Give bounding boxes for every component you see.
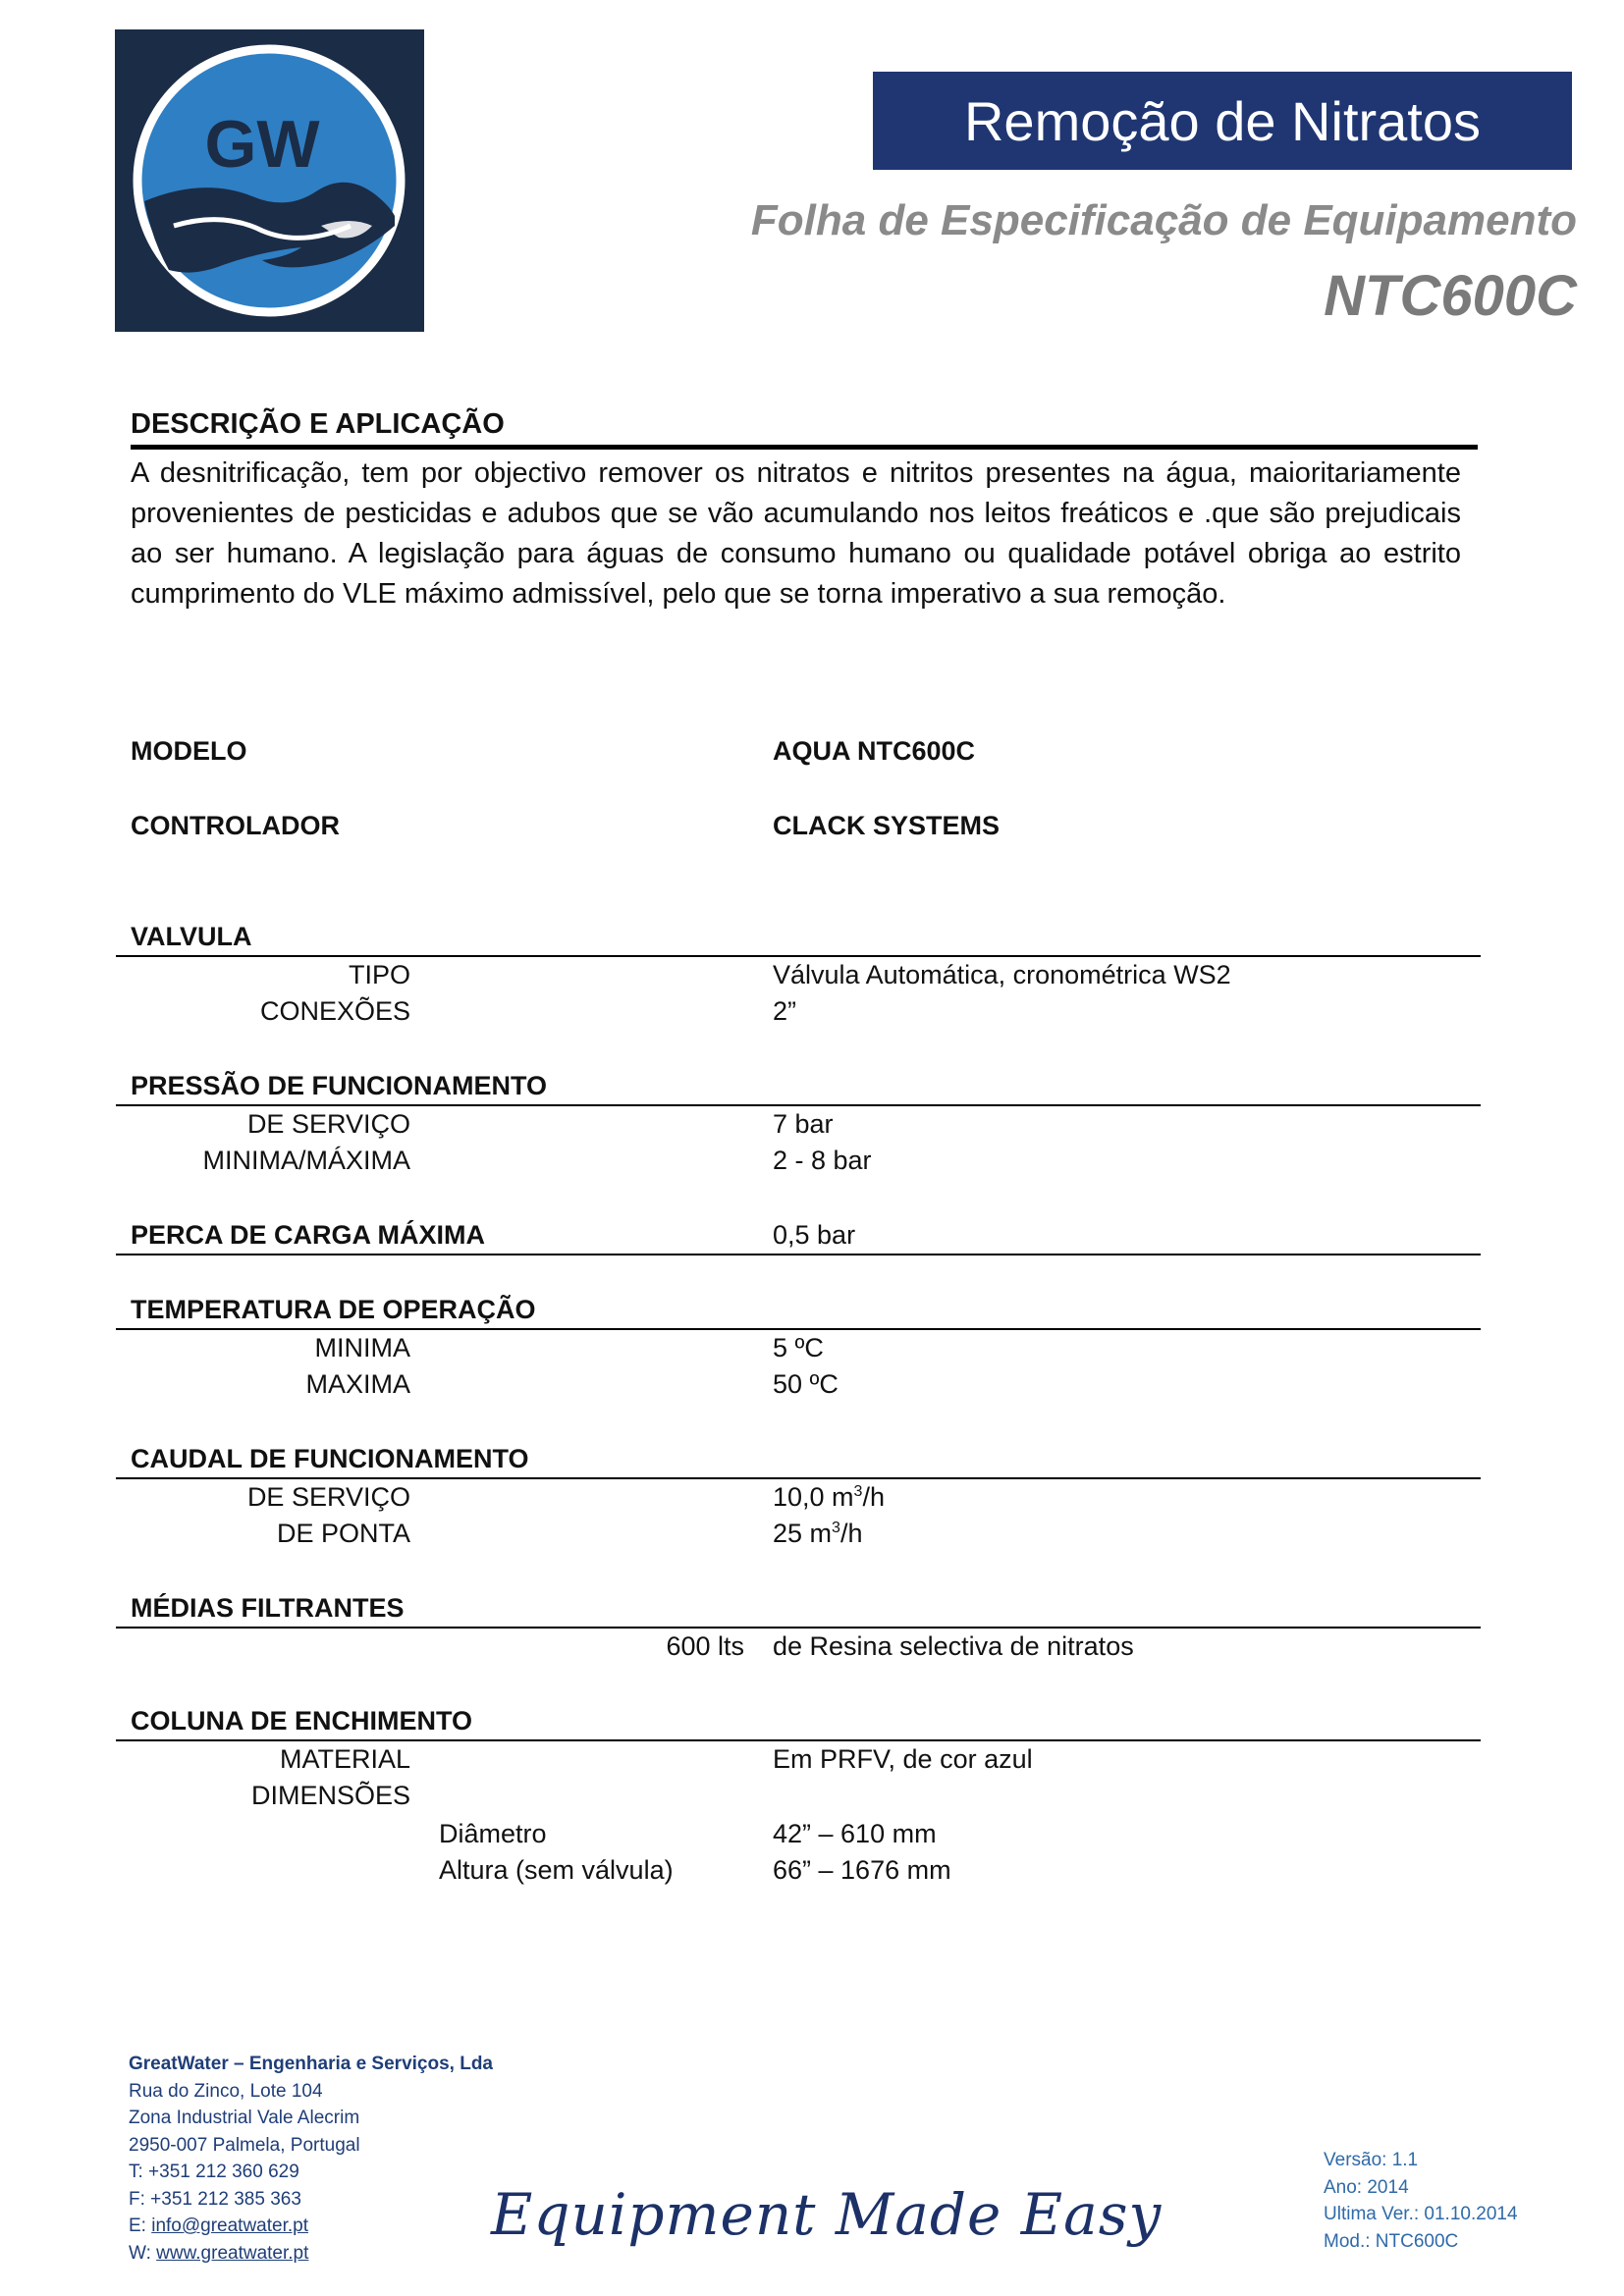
caudal-servico-label: DE SERVIÇO [246,1482,410,1512]
version-info [1324,2147,1518,2255]
document-title-text: Remoção de Nitratos [963,89,1481,152]
caudal-divider [116,1477,1481,1479]
address-line: Zona Industrial Vale Alecrim [129,2108,360,2128]
tipo-label: TIPO [348,960,410,989]
phone-number: T: +351 212 360 629 [129,2162,299,2182]
temperatura-divider [116,1328,1481,1330]
altura-label: Altura (sem válvula) [439,1855,674,1885]
perca-heading: PERCA DE CARGA MÁXIMA [131,1220,486,1250]
company-info [129,2051,493,2267]
pressao-servico-value: 7 bar [773,1109,834,1139]
medias-heading: MÉDIAS FILTRANTES [131,1593,405,1623]
address-line: Rua do Zinco, Lote 104 [129,2080,323,2102]
fax-number: F: +351 212 385 363 [129,2188,301,2210]
email-line [129,2213,493,2240]
coluna-divider [116,1739,1481,1741]
logo-mark [115,29,424,332]
coluna-heading: COLUNA DE ENCHIMENTO [131,1706,473,1735]
controlador-value: CLACK SYSTEMS [773,811,1001,840]
description-heading: DESCRIÇÃO E APLICAÇÃO [131,408,505,440]
material-label: MATERIAL [279,1744,410,1774]
modelo-value: AQUA NTC600C [773,736,976,766]
temp-max-value: 50 ºC [773,1369,839,1399]
logo-text: GW [204,107,320,182]
company-logo [115,29,424,332]
description-divider [131,445,1478,450]
description-text: A desnitrificação, tem por objectivo remover os nitratos e nitritos presentes na água, maioritariamente provenientes de pesticidas e adubos que se vão acumulando nos leitos freáticos e .que são prejudicais ao ser humano. A legislação para águas de consumo humano ou qualidade potável obriga ao estrito cumprimento do VLE máximo admissível, pelo que se torna imperativo a sua remoção. [131,457,1461,610]
caudal-ponta-value [773,1519,862,1549]
diametro-label: Diâmetro [439,1819,547,1848]
tipo-value: Válvula Automática, cronométrica WS2 [773,960,1231,989]
company-name: GreatWater – Engenharia e Serviços, Lda [129,2054,493,2074]
unit-suffix: /h [862,1482,885,1512]
diametro-value: 42” – 610 mm [773,1819,937,1848]
material-value: Em PRFV, de cor azul [773,1744,1033,1774]
caudal-servico-value [773,1482,885,1513]
caudal-servico-number: 10,0 m [773,1482,854,1512]
temp-min-value: 5 ºC [773,1333,824,1362]
unit-exponent: 3 [853,1483,863,1500]
web-link[interactable]: www.greatwater.pt [156,2242,309,2264]
medias-quantity: 600 lts [666,1631,744,1661]
pressao-minmax-label: MINIMA/MÁXIMA [202,1146,410,1175]
caudal-heading: CAUDAL DE FUNCIONAMENTO [131,1444,529,1473]
web-prefix: W: [129,2242,157,2264]
address-line: 2950-007 Palmela, Portugal [129,2134,360,2156]
pressao-minmax-value: 2 - 8 bar [773,1146,872,1175]
pressao-servico-label: DE SERVIÇO [246,1109,410,1139]
temp-max-label: MAXIMA [305,1369,410,1399]
conexoes-label: CONEXÕES [259,996,410,1026]
slogan: Equipment Made Easy [491,2181,1163,2248]
pressao-heading: PRESSÃO DE FUNCIONAMENTO [131,1071,548,1100]
conexoes-value: 2” [773,996,797,1026]
unit-exponent: 3 [832,1520,840,1536]
email-link[interactable]: info@greatwater.pt [151,2216,308,2236]
medias-divider [116,1627,1481,1629]
caudal-ponta-number: 25 m [773,1519,833,1548]
unit-suffix: /h [839,1519,863,1548]
document-title [873,72,1572,170]
pressao-divider [116,1104,1481,1106]
email-prefix: E: [129,2216,152,2236]
caudal-ponta-label: DE PONTA [276,1519,410,1548]
altura-value: 66” – 1676 mm [773,1855,951,1885]
document-subtitle: Folha de Especificação de Equipamento [750,196,1577,244]
perca-divider [116,1254,1481,1255]
version-number: Versão: 1.1 [1324,2150,1419,2170]
last-version-date: Ultima Ver.: 01.10.2014 [1324,2204,1518,2224]
modelo-label: MODELO [131,736,247,766]
valvula-divider [116,955,1481,957]
valvula-heading: VALVULA [131,922,252,951]
temp-min-label: MINIMA [314,1333,410,1362]
temperatura-heading: TEMPERATURA DE OPERAÇÃO [131,1295,536,1324]
web-line [129,2240,493,2268]
medias-description: de Resina selectiva de nitratos [773,1631,1134,1661]
model-code: NTC600C [1324,264,1577,328]
model-reference: Mod.: NTC600C [1324,2230,1459,2252]
controlador-label: CONTROLADOR [131,811,340,840]
perca-value: 0,5 bar [773,1220,856,1250]
dimensoes-label: DIMENSÕES [250,1781,410,1810]
version-year: Ano: 2014 [1324,2176,1409,2198]
